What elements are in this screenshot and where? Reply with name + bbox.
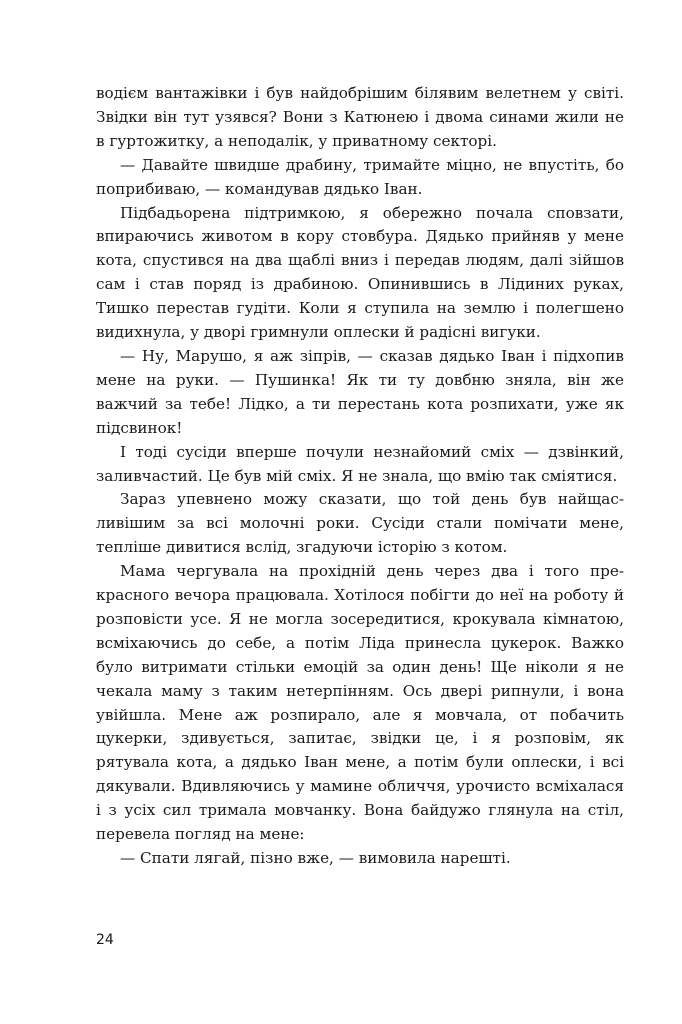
- paragraph-7: Мама чергувала на прохідній день через два і того прекрасного вечора працювала. Хотілося побігти до неї на роботу й розповісти усе. Я не могла зосередитися, крокувала кімнатою, всміхаючись до себе, а потім Ліда принесла цукерок. Важко було витримати стільки емоцій за один день! Ще ніколи я не чекала маму з таким нетерпінням. Ось двері рипнули, і вона увійшла. Мене аж розпирало, але я мовчала, от побачить цукерки, здивується, запитає, звідки це, і я розповім, як рятувала кота, а дядько Іван мене, а потім були оплески, і всі дякували. Вдивляючись у мамине обличчя, урочисто всміхалася і з усіх сил тримала мовчанку. Вона байдужо глянула на стіл, перевела погляд на мене:: [96, 562, 624, 844]
- paragraph-8: — Спати лягай, пізно вже, — вимовила нарешті.: [120, 849, 511, 867]
- paragraph-2: — Давайте швидше драбину, тримайте міцно, не впустіть, бо поприбиваю, — командував дядько Іван.: [96, 155, 624, 198]
- paragraph-6: Зараз упевнено можу сказати, що той день був найщасливішим за всі молочні роки. Сусіди стали помічати мене, тепліше дивитися вслід, згадуючи історію з котом.: [96, 490, 624, 557]
- page-body: [96, 82, 624, 871]
- paragraph-4: — Ну, Марушо, я аж зіпрів, — сказав дядько Іван і підхопив мене на руки. — Пушинка! Як ти ту довбню зняла, він же важчий за тебе! Лідко, а ти перестань кота розпихати, уже як підсвинок!: [96, 346, 624, 437]
- paragraph-1: водієм вантажівки і був найдобрішим білявим велетнем у світі. Звідки він тут узявся? Вони з Катюнею і двома синами жили не в гуртожитку, а неподалік, у приватному секторі.: [96, 84, 624, 150]
- paragraph-3: Підбадьорена підтримкою, я обережно почала сповзати, впираючись животом в кору стовбура. Дядько прийняв у мене кота, спустився на два щаблі вниз і передав людям, далі зійшов сам і став поряд із драбиною. Опинившись в Лідиних руках, Тишко перестав гудіти. Коли я ступила на землю і полегшено видихнула, у дворі гримнули оплески й радісні вигуки.: [96, 203, 624, 342]
- page-number: 24: [96, 932, 114, 948]
- paragraph-5: І тоді сусіди вперше почули незнайомий сміх — дзвінкий, заливчастий. Це був мій сміх. Я не знала, що вмію так сміятися.: [96, 442, 624, 485]
